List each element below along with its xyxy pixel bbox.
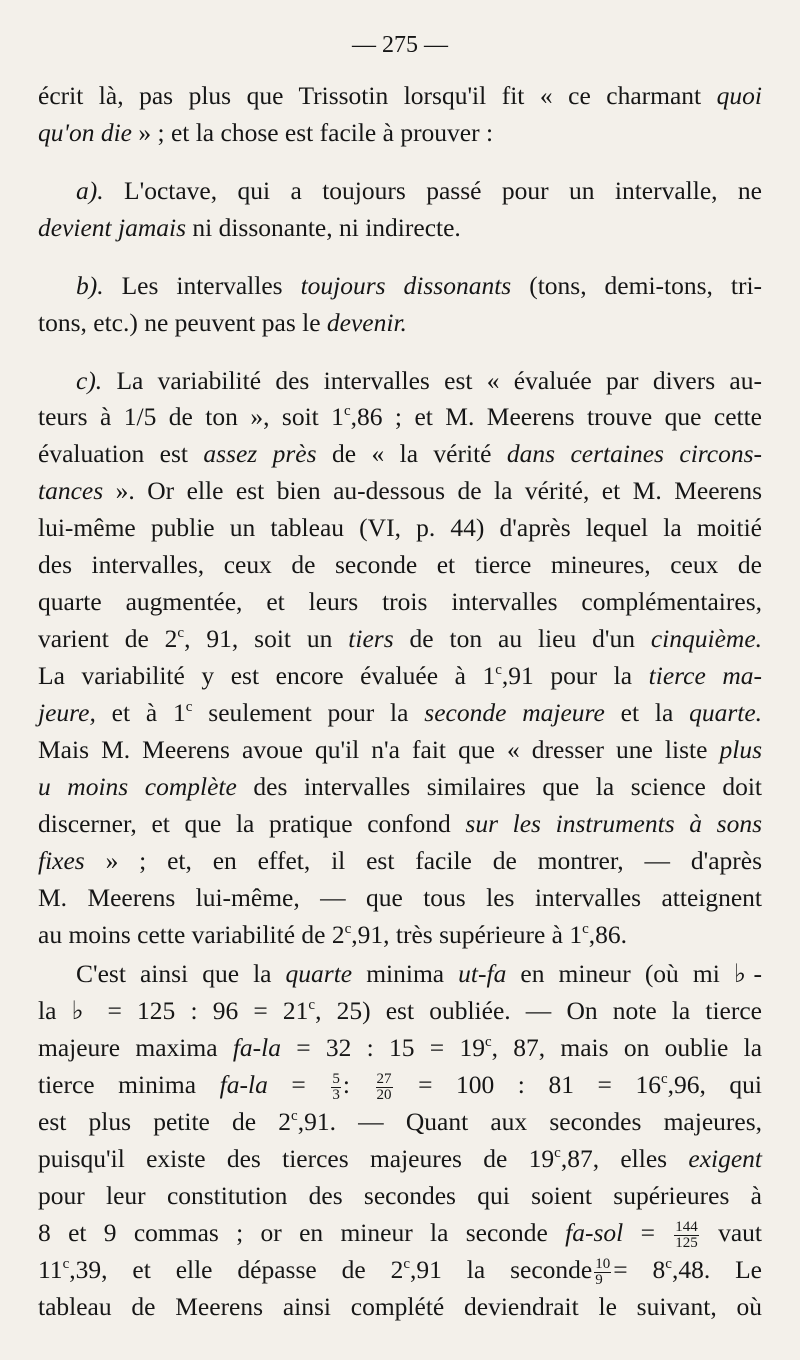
text-line: des intervalles, ceux de seconde et tierce mineures, ceux de (38, 550, 762, 579)
page-number: — 275 — (352, 32, 448, 58)
item-b-line: b). Les intervalles toujours dissonants (tons, demi-tons, tri- (76, 271, 763, 300)
item-a-line: a). L'octave, qui a toujours passé pour un intervalle, ne (76, 176, 763, 205)
text-line: varient de 2$^c$, 91, soit un tiers de ton au lieu d'un cinquième. (38, 624, 763, 653)
text-line: tances ». Or elle est bien au-dessous de la vérité, et M. Meerens (38, 476, 763, 505)
text-line: Mais M. Meerens avoue qu'il n'a fait que « dresser une liste plus (38, 735, 762, 764)
text-line: 8 et 9 commas ; or en mineur la seconde fa-sol = $\frac{144}{125}$ vaut (38, 1218, 762, 1251)
text-line: La variabilité y est encore évaluée à 1$^c$,91 pour la tierce ma- (38, 661, 762, 690)
paragraph-line: C'est ainsi que la quarte minima ut-fa en mineur (où mi ♭- (76, 959, 763, 988)
text-line: fixes » ; et, en effet, il est facile de montrer, — d'après (38, 846, 763, 875)
text-line: écrit là, pas plus que Trissotin lorsqu'il fit « ce charmant quoi (38, 81, 763, 110)
text-line: M. Meerens lui-même, — que tous les intervalles atteignent (38, 883, 762, 912)
text-line: la ♭ = 125 : $96 = 21^c$, 25) est oubliée. — On note la tierce (38, 996, 762, 1025)
text-line: tableau de Meerens ainsi complété deviendrait le suivant, où (38, 1292, 762, 1321)
text-line: pour leur constitution des secondes qui soient supérieures à (38, 1181, 762, 1210)
text-line: au moins cette variabilité de 2$^c$,91, très supérieure à 1$^c$,86. (38, 920, 628, 949)
text-line: jeure, et à 1$^c$ seulement pour la seconde majeure et la quarte. (38, 698, 763, 727)
text-line: teurs à 1/5 de ton », soit 1$^c$,86 ; et M. Meerens trouve que cette (38, 402, 762, 431)
text-line: tons, etc.) ne peuvent pas le devenir. (38, 308, 407, 337)
text-line: 11$^c$,39, et elle dépasse de 2$^c$,91 la seconde $\frac{10}{9}$ = $8^c,48$. Le (38, 1255, 763, 1288)
text-line: tierce minima fa-la = $\frac{5}{3}$ : $\frac{27}{20}$ = 100 : $81 = 16^c,96$, qui (38, 1070, 763, 1103)
text-line: majeure maxima fa-la = 32 : $15 = 19^c$, 87, mais on oublie la (38, 1033, 763, 1062)
text-line: u moins complète des intervalles similaires que la science doit (38, 772, 762, 801)
fraction-144-125: $\frac{144}{125}$ (675, 1218, 698, 1251)
text-line: qu'on die » ; et la chose est facile à prouver : (38, 118, 494, 147)
text-line: devient jamais ni dissonante, ni indirecte. (38, 213, 461, 242)
text-line: évaluation est assez près de « la vérité dans certaines circons- (38, 439, 762, 468)
fraction-27-20: $\frac{27}{20}$ (376, 1070, 392, 1103)
text-line: quarte augmentée, et leurs trois intervalles complémentaires, (38, 587, 762, 616)
item-c-line: c). La variabilité des intervalles est « évaluée par divers au- (76, 366, 762, 395)
text-line: discerner, et que la pratique confond sur les instruments à sons (38, 809, 763, 838)
fraction-10-9: $\frac{10}{9}$ (595, 1255, 611, 1288)
text-line: lui-même publie un tableau (VI, p. 44) d'après lequel la moitié (38, 513, 762, 542)
fraction-5-3: $\frac{5}{3}$ (332, 1070, 340, 1103)
text-line: puisqu'il existe des tierces majeures de 19$^c$,87, elles exigent (38, 1144, 763, 1173)
text-line: est plus petite de 2$^c$,91. — Quant aux secondes majeures, (38, 1107, 762, 1136)
